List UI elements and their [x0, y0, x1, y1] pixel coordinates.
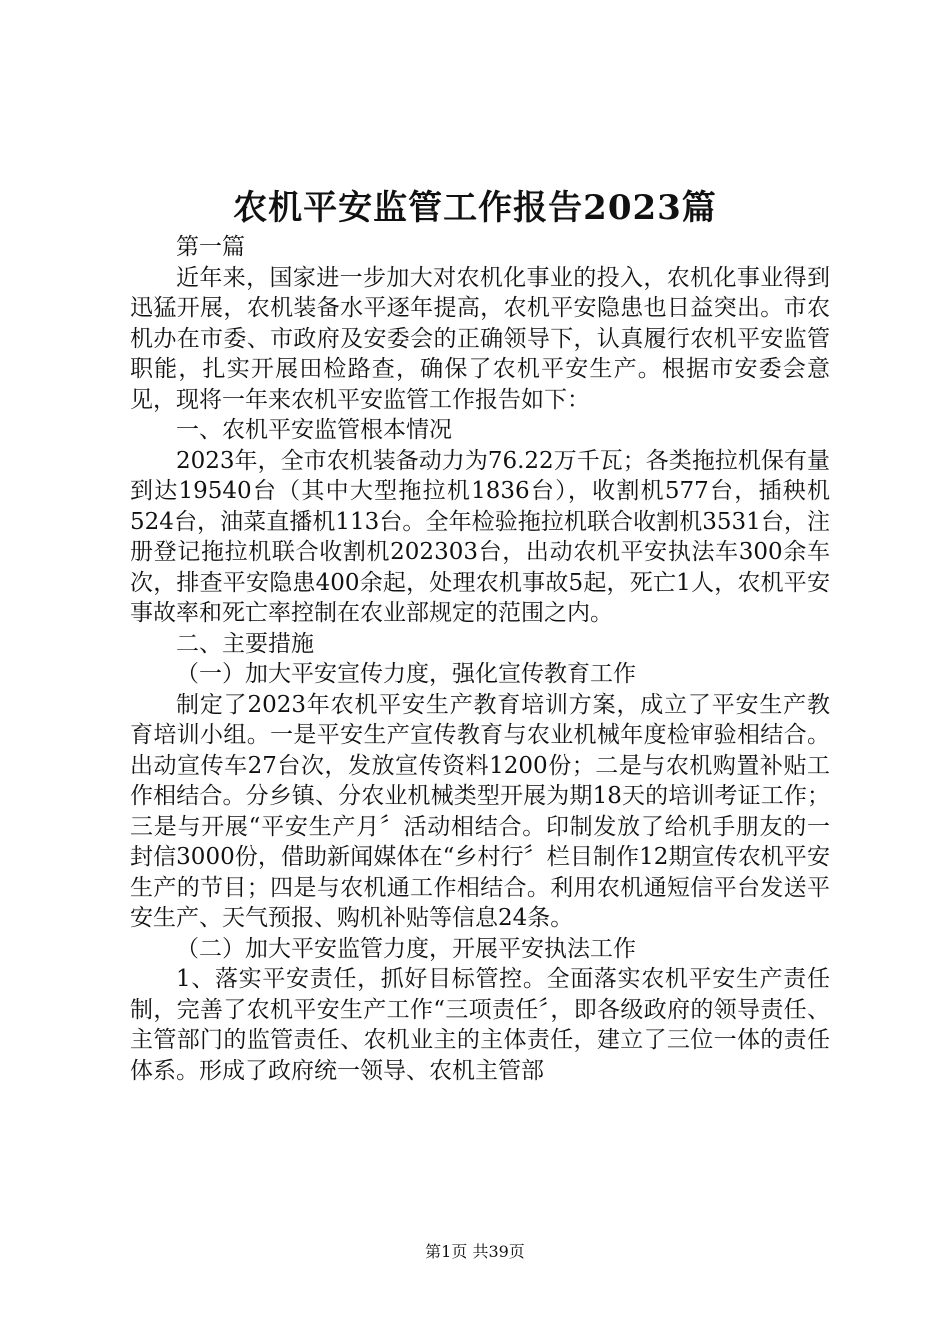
subsection-heading: （二）加大平安监管力度，开展平安执法工作 [176, 935, 636, 962]
paragraph: 1、落实平安责任，抓好目标管控。全面落实农机平安生产责任制，完善了农机平安生产工作“三项责任〞，即各级政府的领导责任、主管部门的监管责任、农机业主的主体责任，建立了三位一体的责任体系。形成了政府统一领导、农机主管部 [130, 966, 830, 1084]
section-label: 第一篇 [176, 234, 245, 260]
paragraph: 近年来，国家进一步加大对农机化事业的投入，农机化事业得到迅猛开展，农机装备水平逐年提高，农机平安隐患也日益突出。市农机办在市委、市政府及安委会的正确领导下，认真履行农机平安监管职能，扎实开展田检路查，确保了农机平安生产。根据市安委会意见，现将一年来农机平安监管工作报告如下： [130, 264, 830, 413]
section-heading: 一、农机平安监管根本情况 [176, 417, 452, 443]
page-footer: 第1页 共39页 [425, 1242, 525, 1261]
paragraph: 制定了2023年农机平安生产教育培训方案，成立了平安生产教育培训小组。一是平安生产宣传教育与农业机械年度检审验相结合。出动宣传车27台次，发放宣传资料1200份；二是与农机购置补贴工作相结合。分乡镇、分农业机械类型开展为期18天的培训考证工作；三是与开展“平安生产月〞活动相结合。印制发放了给机手朋友的一封信3000份，借助新闻媒体在“乡村行〞栏目制作12期宣传农机平安生产的节目；四是与农机通工作相结合。利用农机通短信平台发送平安生产、天气预报、购机补贴等信息24条。 [130, 691, 830, 931]
document-body [130, 232, 830, 1086]
document-title: 农机平安监管工作报告2023篇 [233, 188, 717, 228]
paragraph: 2023年，全市农机装备动力为76.22万千瓦；各类拖拉机保有量到达19540台（其中大型拖拉机1836台），收割机577台，插秧机524台，油菜直播机113台。全年检验拖拉机联合收割机3531台，注册登记拖拉机联合收割机202303台，出动农机平安执法车300余车次，排查平安隐患400余起，处理农机事故5起，死亡1人，农机平安事故率和死亡率控制在农业部规定的范围之内。 [130, 447, 830, 626]
section-heading: 二、主要措施 [176, 630, 314, 657]
subsection-heading: （一）加大平安宣传力度，强化宣传教育工作 [176, 661, 636, 687]
